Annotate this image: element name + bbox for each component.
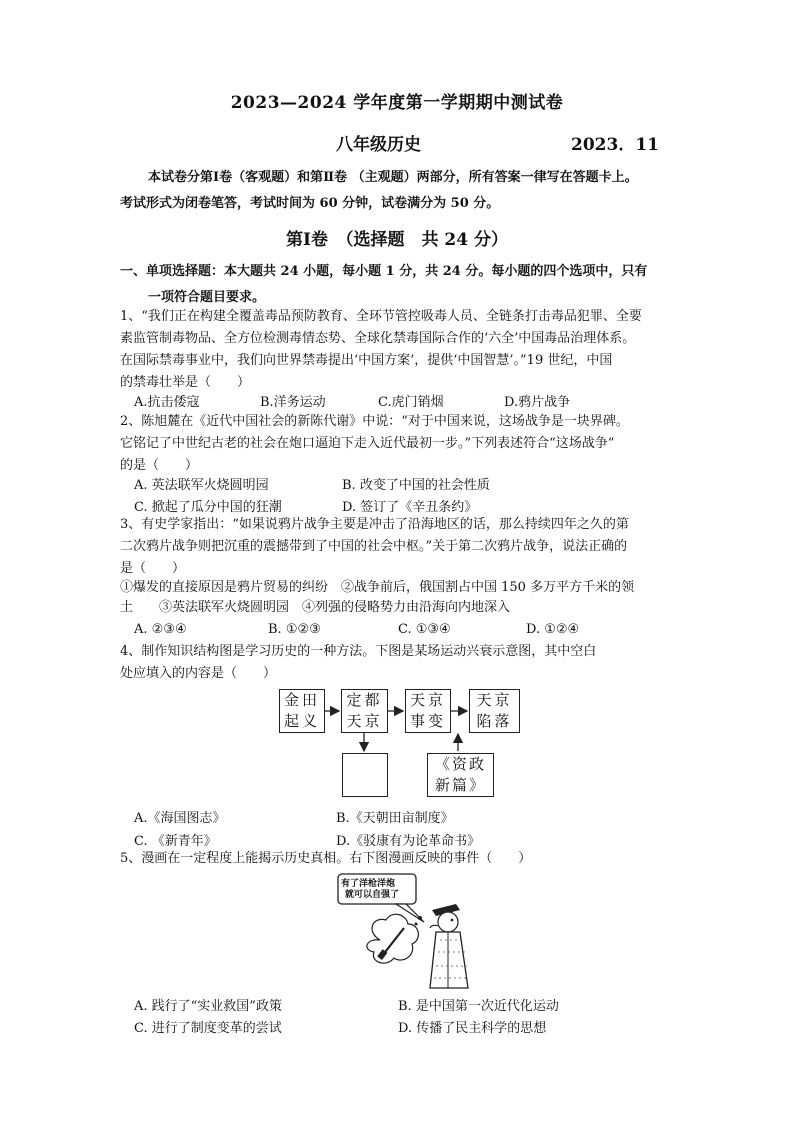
question-5: 5、漫画在一定程度上能揭示历史真相。右下图漫画反映的事件（ ） (120, 851, 532, 866)
q1-option-b: B.洋务运动 (260, 395, 326, 410)
q5-option-a: A. 践行了“实业救国”政策 (134, 999, 282, 1014)
q3-items-line-1: ①爆发的直接原因是鸦片贸易的纠纷 ②战争前后，俄国割占中国 150 多万平方千米的领 (120, 580, 635, 595)
diagram-blank-box (342, 753, 388, 797)
section-instruction-1: 一、单项选择题：本大题共 24 小题，每小题 1 分，共 24 分。每小题的四个选项中，只有 (120, 264, 648, 279)
question-2-line: 的是（ ） (120, 458, 199, 473)
question-2-line: 2、陈旭麓在《近代中国社会的新陈代谢》中说：“对于中国来说，这场战争是一块界碑。 (120, 414, 629, 429)
q3-option-b: B. ①②③ (268, 622, 321, 637)
intro-line-1: 本试卷分第Ⅰ卷（客观题）和第Ⅱ卷 （主观题）两部分，所有答案一律写在答题卡上。 (148, 170, 638, 185)
q3-option-d: D. ①②④ (526, 622, 580, 637)
diagram-box-jintian: 金田 起义 (279, 689, 325, 733)
q5-option-c: C. 进行了制度变革的尝试 (134, 1021, 282, 1036)
cartoon-speech: 有了洋枪洋炮 就可以自强了 (341, 879, 400, 900)
q3-items-line-2: 土 ③英法联军火烧圆明园 ④列强的侵略势力由沿海向内地深入 (120, 600, 511, 615)
exam-title: 2023—2024 学年度第一学期期中测试卷 (230, 93, 564, 113)
section-title: 第Ⅰ卷 （选择题 共 24 分） (286, 230, 508, 250)
diagram-box-zizhengxinpian: 《资政 新篇》 (427, 753, 494, 797)
intro-line-2: 考试形式为闭卷笔答，考试时间为 60 分钟，试卷满分为 50 分。 (120, 196, 500, 211)
q2-option-b: B. 改变了中国的社会性质 (342, 478, 490, 493)
q1-option-c: C.虎门销烟 (378, 395, 444, 410)
question-3-line: 3、有史学家指出：“如果说鸦片战争主要是冲击了沿海地区的话，那么持续四年之久的第 (120, 517, 629, 532)
exam-date: 2023．11 (571, 135, 659, 155)
exam-subtitle: 八年级历史 (336, 135, 421, 155)
section-instruction-2: 一项符合题目要求。 (148, 290, 266, 305)
q2-option-a: A. 英法联军火烧圆明园 (134, 478, 269, 493)
question-4-line: 4、制作知识结构图是学习历史的一种方法。下图是某场运动兴衰示意图，其中空白 (120, 644, 597, 659)
q4-option-d: D.《驳康有为论革命书》 (336, 834, 481, 849)
diagram-box-shibian: 天京 事变 (405, 689, 451, 733)
q3-option-a: A. ②③④ (134, 622, 187, 637)
q4-option-c: C. 《新青年》 (134, 834, 217, 849)
question-1-line: 1、“我们正在构建全覆盖毒品预防教育、全环节管控吸毒人员、全链条打击毒品犯罪、全要 (120, 309, 642, 324)
diagram-box-xianluo: 天京 陷落 (469, 689, 520, 733)
q2-option-d: D. 签订了《辛丑条约》 (342, 500, 478, 515)
q5-option-b: B. 是中国第一次近代化运动 (398, 999, 559, 1014)
question-3-line: 二次鸦片战争则把沉重的震撼带到了中国的社会中枢。”关于第二次鸦片战争，说法正确的 (120, 539, 628, 554)
question-1-line: 素监管制毒物品、全方位检测毒情态势、全球化禁毒国际合作的‘六全’中国毒品治理体系。 (120, 331, 636, 346)
question-2-line: 它铭记了中世纪古老的社会在炮口逼迫下走入近代最初一步。”下列表述符合“这场战争” (120, 436, 615, 451)
question-1-line: 的禁毒壮举是（ ） (120, 375, 251, 390)
q4-option-a: A.《海国图志》 (134, 811, 226, 826)
q3-option-c: C. ①③④ (398, 622, 451, 637)
question-4-line: 处应填入的内容是（ ） (120, 666, 277, 681)
diagram-box-dingdu: 定都 天京 (341, 689, 388, 733)
question-1-line: 在国际禁毒事业中，我们向世界禁毒提出‘中国方案’，提供‘中国智慧’。”19 世纪，中国 (120, 353, 613, 368)
q1-option-d: D.鸦片战争 (504, 395, 571, 410)
cartoon-illustration (336, 870, 476, 990)
q2-option-c: C. 掀起了瓜分中国的狂潮 (134, 500, 282, 515)
q5-option-d: D. 传播了民主科学的思想 (398, 1021, 547, 1036)
question-3-line: 是（ ） (120, 561, 186, 576)
q4-option-b: B.《天朝田亩制度》 (336, 811, 454, 826)
q1-option-a: A.抗击倭寇 (134, 395, 200, 410)
